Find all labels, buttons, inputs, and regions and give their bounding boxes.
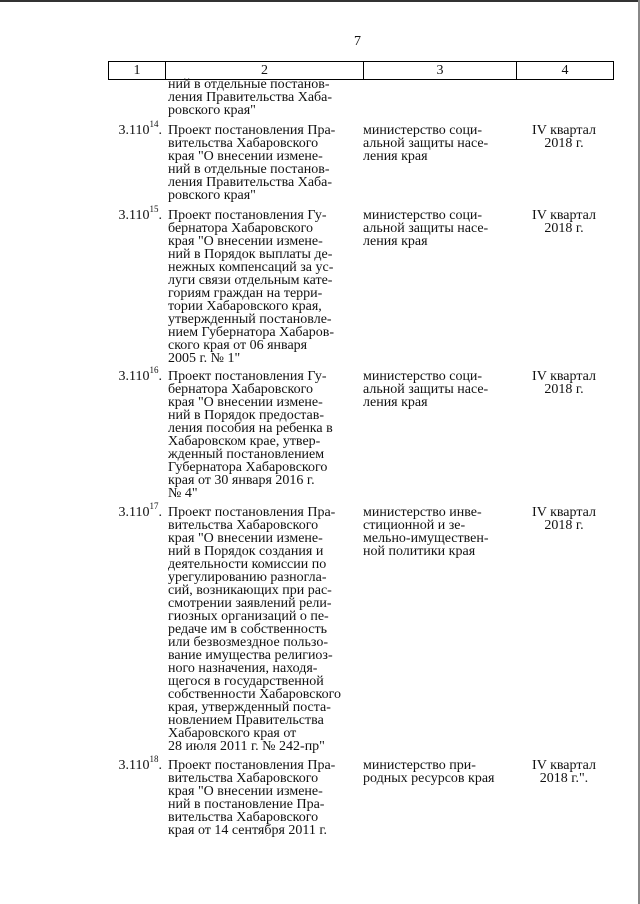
row-executor: министерство соци- альной защиты насе- ления края <box>363 369 489 410</box>
row-title: Проект постановления Пра- вительства Хабаровского края "О внесении измене- ний в Порядок создания и деятельности комиссии по урегулированию разногла- сий, возникающих при рас- смотрении заявлений рели- гиозных организаций о пе- редаче им в собственность или безвозмездное пользо- вание имущества религиоз- ного назначения, находя- щегося в государственной собственности Хабаровского края, утвержденный поста- новлением Правительства Хабаровского края от 28 июля 2011 г. № 242-пр" <box>168 505 341 754</box>
row-executor: министерство соци- альной защиты насе- ления края <box>363 208 489 249</box>
header-col-1: 1 <box>133 63 141 78</box>
row-term: IV квартал 2018 г. <box>532 208 596 236</box>
page-number: 7 <box>354 34 361 49</box>
row-term: IV квартал 2018 г. <box>532 369 596 397</box>
row-title: Проект постановления Гу- бернатора Хабаровского края "О внесении измене- ний в Порядок предостав- ления пособия на ребенка в Хабаровском крае, утвер- жденный постановлением Губернатора Хабаровского края от 30 января 2016 г. № 4" <box>168 369 333 501</box>
row-term: IV квартал 2018 г.". <box>532 758 596 786</box>
header-col-2: 2 <box>165 62 363 79</box>
continuation-title: ний в отдельные постанов- ления Правительства Хаба- ровского края" <box>168 77 333 118</box>
row-executor: министерство соци- альной защиты насе- ления края <box>363 123 489 164</box>
row-term: IV квартал 2018 г. <box>532 123 596 151</box>
header-col-4: 4 <box>516 62 613 79</box>
row-executor: министерство при- родных ресурсов края <box>363 758 495 786</box>
page-top-edge <box>0 0 640 2</box>
row-number: 3.110$^{14}$. <box>118 119 162 138</box>
header-col-3: 3 <box>363 62 516 79</box>
row-title: Проект постановления Пра- вительства Хабаровского края "О внесении измене- ний в отдельные постанов- ления Правительства Хаба- ровского края" <box>168 123 336 203</box>
row-term: IV квартал 2018 г. <box>532 505 596 533</box>
row-executor: министерство инве- стиционной и зе- мельно-имуществен- ной политики края <box>363 505 489 559</box>
row-title: Проект постановления Гу- бернатора Хабаровского края "О внесении измене- ний в Порядок выплаты де- нежных компенсаций за ус- луги связи отдельным кате- гориям граждан на терри- тории Хабаровского края, утвержденный постановле- нием Губернатора Хабаров- ского края от 06 января 2005 г. № 1" <box>168 208 335 366</box>
row-number: 3.110$^{17}$. <box>118 501 162 520</box>
row-number: 3.110$^{15}$. <box>118 204 162 223</box>
row-number: 3.110$^{18}$. <box>118 754 162 773</box>
row-title: Проект постановления Пра- вительства Хабаровского края "О внесении измене- ний в постановление Пра- вительства Хабаровского края от 14 сентября 2011 г. <box>168 758 336 838</box>
row-number: 3.110$^{16}$. <box>118 365 162 384</box>
